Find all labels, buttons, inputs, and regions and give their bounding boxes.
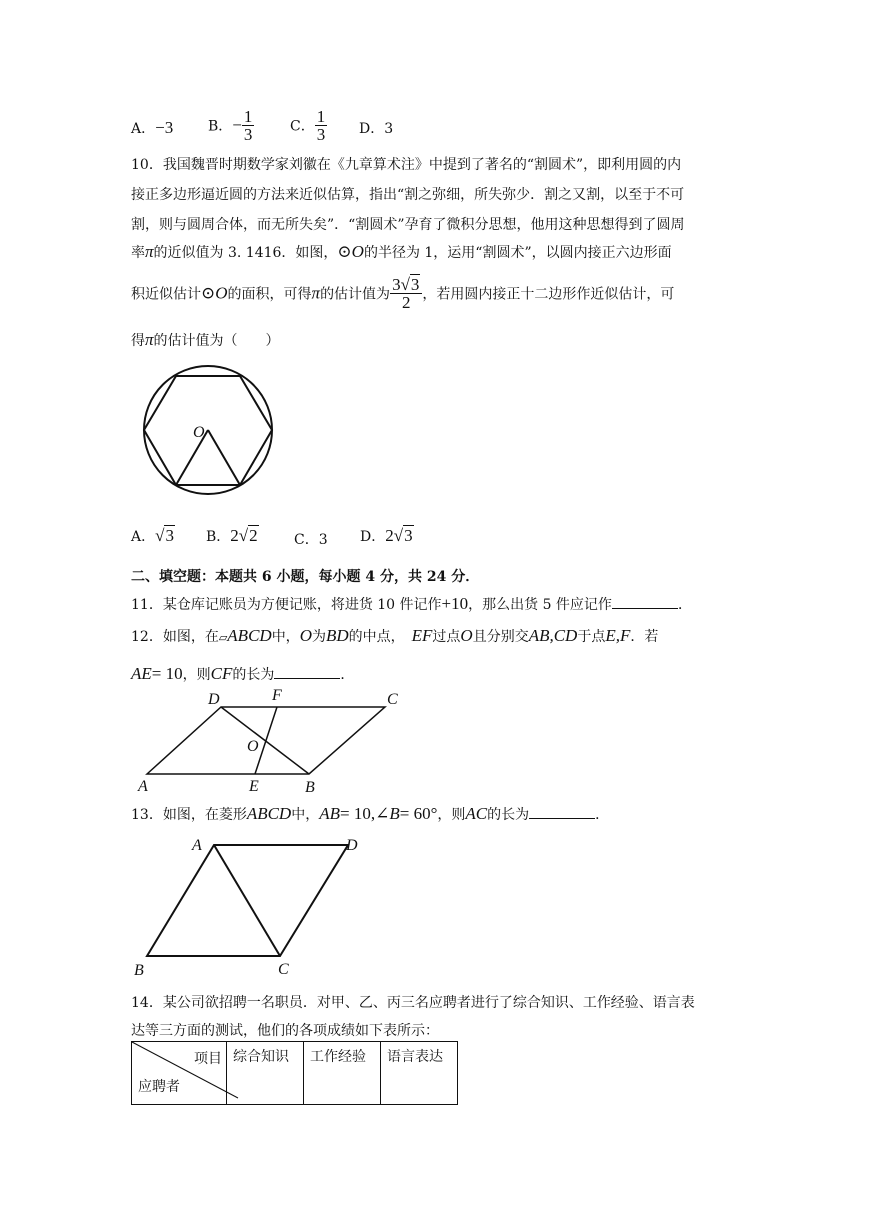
text: ，那么出货 5 件应记作: [468, 597, 612, 613]
corner-cell: [132, 1042, 227, 1105]
corner-header-item: 项目: [194, 1051, 222, 1067]
label-c: C: [278, 961, 289, 978]
diagonal-bd: [221, 707, 309, 774]
math: = 10: [151, 664, 183, 683]
math: AE: [131, 664, 152, 683]
radius-right: [208, 430, 240, 485]
answer-blank[interactable]: [612, 596, 678, 609]
q13: [131, 804, 609, 824]
q13-rhombus-figure: [130, 832, 370, 982]
numerator: 1: [316, 107, 326, 126]
q10-line-6: [131, 330, 280, 350]
q10-option-a: [131, 526, 175, 546]
text: 为: [311, 629, 326, 645]
option-label: C．: [290, 118, 315, 135]
pi-symbol: π: [311, 283, 321, 303]
label-d: D: [346, 837, 358, 854]
label-o: O: [247, 738, 259, 755]
answer-blank[interactable]: [529, 806, 595, 819]
label-a: A: [138, 778, 148, 795]
table-header: 工作经验: [304, 1042, 381, 1105]
text: 得: [131, 333, 145, 349]
text: 中，: [271, 629, 300, 645]
pi-symbol: π: [145, 330, 154, 349]
text: 11．某仓库记账员为方便记账，将进货 10 件记作: [131, 597, 442, 613]
q10-line-5: [131, 276, 674, 311]
numerator: 1: [243, 107, 253, 126]
q12-line-1: [131, 626, 658, 646]
math: EF: [411, 626, 433, 645]
text: 的面积，可得: [227, 286, 312, 303]
q10-option-d: [360, 526, 414, 546]
option-value: −3: [155, 118, 174, 137]
label-b: B: [305, 779, 315, 796]
math: ABCD: [246, 804, 292, 823]
label-f: F: [272, 687, 282, 704]
option-value: 3: [318, 532, 328, 548]
table-header: 综合知识: [227, 1042, 304, 1105]
math: = 10,∠: [340, 804, 390, 823]
text: ，若用圆内接正十二边形作近似估计，可: [422, 286, 675, 303]
coefficient: 2: [385, 526, 394, 545]
score-table: [131, 1041, 458, 1105]
text: ．: [340, 667, 355, 683]
option-value: 3: [384, 121, 394, 137]
text: 的半径为 1，运用“割圆术”，以圆内接正六边形面: [363, 245, 672, 261]
label-d: D: [208, 691, 220, 708]
text: 13．如图，在菱形: [131, 807, 247, 823]
q9-option-d: [359, 118, 393, 138]
diagonal-ac: [214, 845, 280, 956]
circle-o-symbol: ⊙O: [201, 283, 228, 303]
math: B: [389, 804, 400, 823]
q10-option-b: [206, 526, 259, 546]
q11: [131, 594, 692, 614]
label-a: A: [192, 837, 202, 854]
sqrt: √3: [400, 275, 420, 294]
coefficient: 3: [392, 275, 401, 294]
text: 的近似值为 3. 1416．如图，: [153, 245, 338, 261]
label-c: C: [387, 691, 398, 708]
corner-header-applicant: 应聘者: [138, 1079, 180, 1095]
q10-hexagon-figure: [140, 365, 280, 505]
q14-line-1: 14．某公司欲招聘一名职员．对甲、乙、丙三名应聘者进行了综合知识、工作经验、语言表: [131, 995, 695, 1011]
text: 率: [131, 245, 145, 261]
circle-o-symbol: ⊙O: [337, 242, 364, 261]
text: 12．如图，在: [131, 629, 219, 645]
text: 的长为: [232, 667, 275, 683]
text: ，则: [182, 667, 211, 683]
sqrt: √2: [238, 526, 258, 545]
option-label: D．: [359, 121, 385, 137]
label-b: B: [134, 962, 144, 979]
text: ．: [595, 807, 610, 823]
coefficient: 2: [230, 526, 239, 545]
label-o: O: [193, 424, 205, 441]
option-label: C．: [294, 532, 319, 548]
q12-parallelogram-figure: [135, 688, 415, 798]
fraction-3sqrt3-over-2: [390, 276, 422, 311]
math: E,F: [605, 626, 631, 645]
math: O: [460, 626, 473, 645]
math: O: [299, 626, 312, 645]
text: 且分别交: [472, 629, 529, 645]
math: = 60°: [399, 804, 438, 823]
math: CF: [210, 664, 233, 683]
q9-option-b: [208, 108, 254, 143]
minus-sign: −: [232, 115, 242, 135]
text: 的中点，: [348, 629, 405, 645]
option-label: A．: [131, 529, 156, 545]
radicand: 3: [404, 526, 413, 545]
denominator: 3: [243, 125, 253, 144]
q10-line-4: [131, 242, 672, 262]
sqrt: √3: [155, 526, 174, 545]
math: ABCD: [227, 626, 272, 645]
q14-line-2: 达等三方面的测试，他们的各项成绩如下表所示：: [131, 1023, 439, 1039]
math: AC: [465, 804, 488, 823]
value: +10: [441, 594, 469, 613]
math: AB: [319, 804, 340, 823]
answer-blank[interactable]: [274, 666, 340, 679]
denominator: 2: [401, 293, 411, 312]
q9-option-c: [290, 108, 327, 143]
text: ．若: [630, 629, 659, 645]
label-e: E: [249, 778, 259, 795]
text: ，则: [437, 807, 466, 823]
math: AB,CD: [528, 626, 578, 645]
q10-line-3: 割，则与圆周合体，而无所失矣”．“割圆术”孕育了微积分思想，他用这种思想得到了圆周: [131, 217, 685, 233]
sqrt: √3: [393, 526, 413, 545]
section-heading: 二、填空题：本题共 6 小题，每小题 4 分，共 24 分．: [131, 569, 480, 585]
fraction: [315, 108, 328, 143]
radicand: 2: [249, 526, 258, 545]
text: 于点: [577, 629, 606, 645]
text: ．: [677, 597, 692, 613]
fraction: [242, 108, 255, 143]
text: 中，: [291, 807, 320, 823]
text: 的估计值为: [320, 286, 391, 303]
option-label: D．: [360, 529, 386, 545]
table-header: 语言表达: [381, 1042, 458, 1105]
radicand: 3: [165, 526, 174, 545]
q10-line-2: 接正多边形逼近圆的方法来近似估算，指出“割之弥细，所失弥少．割之又割，以至于不可: [131, 187, 685, 203]
q9-option-a: [131, 118, 173, 138]
pi-symbol: π: [145, 242, 154, 261]
radicand: 3: [410, 275, 420, 294]
option-label: B．: [208, 118, 233, 135]
denominator: 3: [316, 125, 326, 144]
option-label: A．: [131, 121, 156, 137]
q10-line-1: 10．我国魏晋时期数学家刘徽在《九章算术注》中提到了著名的“割圆术”，即利用圆的内: [131, 157, 682, 173]
text: 积近似估计: [131, 286, 201, 303]
table-header-row: [132, 1042, 458, 1105]
text: 的长为: [487, 807, 530, 823]
q12-line-2: [131, 664, 354, 684]
text: 过点: [432, 629, 461, 645]
numerator: [390, 276, 422, 294]
parallelogram-symbol: ▱: [218, 631, 228, 644]
q10-option-c: [294, 529, 328, 549]
text: 的估计值为（ ）: [153, 333, 280, 349]
option-label: B．: [206, 529, 231, 545]
math: BD: [325, 626, 349, 645]
